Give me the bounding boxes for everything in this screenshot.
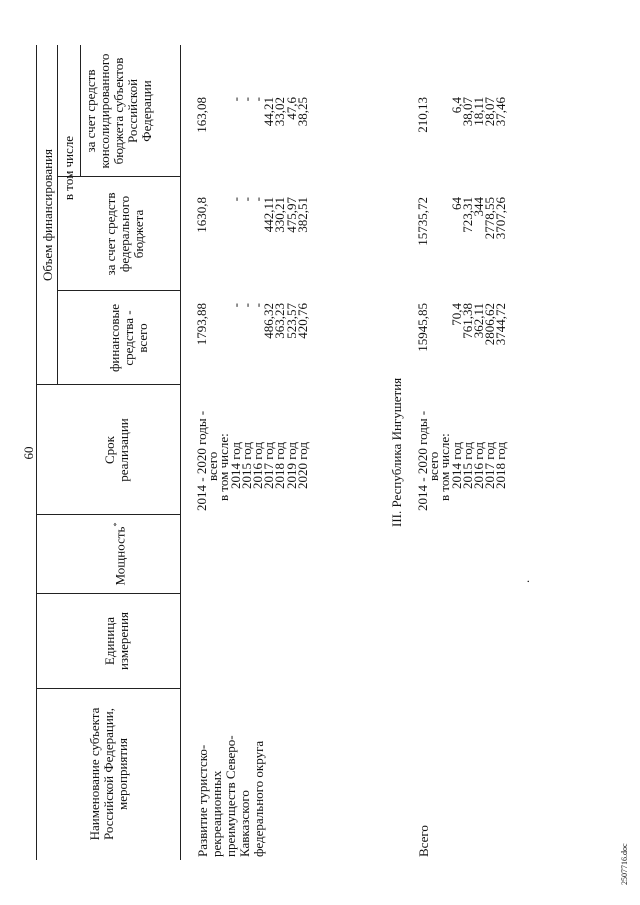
- block1-federal-cell: 382,51: [294, 197, 310, 233]
- block1-term-cell: в том числе:: [216, 433, 232, 501]
- col-divider-5: [57, 290, 180, 291]
- block1-total-cell: 523,57: [283, 303, 299, 339]
- block1-term-cell: 2019 год: [283, 442, 299, 489]
- col-divider-2: [36, 593, 180, 594]
- block1-regional-cell: -: [250, 97, 265, 102]
- block1-regional-cell: -: [238, 97, 254, 102]
- block1-federal-cell: -: [250, 197, 265, 202]
- block1-term-cell: всего: [205, 451, 221, 481]
- block2-total-cell: 761,38: [459, 303, 475, 339]
- block2-regional-cell: 210,13: [415, 97, 430, 133]
- block2-regional-cell: 6,4: [448, 97, 464, 114]
- block2-federal-cell: 723,31: [459, 197, 475, 233]
- block2-total-cell: 70,4: [448, 303, 464, 326]
- block1-name: Развитие туристско- рекреационных преимуществ Северо- Кавказского федерального округа: [195, 735, 266, 857]
- header-capacity: Мощность*: [112, 522, 128, 586]
- block1-term-cell: 2014 - 2020 годы -: [194, 410, 209, 511]
- block1-total-cell: 420,76: [294, 303, 310, 339]
- block1-term-cell: 2017 год: [261, 442, 277, 489]
- block1-regional-cell: 33,02: [272, 97, 288, 127]
- block2-total-cell: 15945,85: [415, 303, 430, 352]
- header-name: Наименование субъекта Российской Федерации, мероприятия: [87, 707, 130, 841]
- block2-regional-cell: 18,11: [471, 97, 486, 126]
- block1-total-cell: 486,32: [261, 303, 277, 339]
- block2-regional-cell: 28,07: [482, 97, 498, 127]
- block2-federal-cell: 2778,55: [482, 197, 498, 240]
- block1-total-cell: -: [227, 303, 243, 308]
- capacity-footnote-mark: *: [112, 522, 121, 527]
- block2-regional-cell: 38,07: [459, 97, 475, 127]
- header-total: финансовые средства - всего: [107, 304, 150, 372]
- block2-name: Всего: [416, 825, 431, 857]
- funding-subheader-line: [57, 45, 58, 385]
- block1-regional-cell: -: [227, 97, 243, 102]
- block2-total-cell: 2806,62: [482, 303, 498, 346]
- block2-term-cell: 2017 год: [482, 442, 498, 489]
- header-term: Срок реализации: [102, 418, 131, 482]
- section-title: III. Республика Ингушетия: [389, 377, 404, 527]
- block1-regional-cell: 44,21: [261, 97, 277, 127]
- footer-code: 2507716.doc: [620, 843, 629, 885]
- block2-term-cell: 2014 год: [448, 442, 464, 489]
- block1-federal-cell: -: [238, 197, 254, 202]
- block2-term-cell: 2018 год: [493, 442, 509, 489]
- block2-federal-cell: 3707,26: [493, 197, 509, 240]
- block1-federal-cell: -: [227, 197, 243, 202]
- block1-term-cell: 2016 год: [250, 442, 265, 489]
- block1-regional-cell: 38,25: [294, 97, 310, 127]
- block1-term-cell: 2020 год: [294, 442, 310, 489]
- including-subheader-line: [80, 45, 81, 177]
- block2-term-cell: всего: [426, 451, 442, 481]
- block2-regional-cell: 37,46: [493, 97, 509, 127]
- block1-federal-cell: 1630,8: [194, 197, 209, 233]
- block2-federal-cell: 64: [448, 197, 464, 210]
- header-funding-volume: Объем финансирования: [40, 148, 55, 282]
- block2-term-cell: 2016 год: [471, 442, 486, 489]
- col-divider-3: [36, 514, 180, 515]
- block1-total-cell: -: [238, 303, 254, 308]
- block1-total-cell: 1793,88: [194, 303, 209, 346]
- header-regional: за счет средств консолидированного бюджета субъектов Российской Федерации: [83, 53, 154, 169]
- block1-total-cell: -: [250, 303, 265, 308]
- header-bottom-line: [180, 45, 181, 860]
- header-unit: Единица измерения: [102, 611, 131, 671]
- block1-term-cell: 2018 год: [272, 442, 288, 489]
- block2-federal-cell: 344: [471, 197, 486, 217]
- block2-term-cell: 2015 год: [459, 442, 475, 489]
- block1-term-cell: 2015 год: [238, 442, 254, 489]
- header-federal: за счет средств федерального бюджета: [103, 192, 146, 276]
- block1-federal-cell: 442,11: [261, 197, 277, 233]
- header-including: в том числе: [61, 135, 76, 201]
- block1-federal-cell: 475,97: [283, 197, 299, 233]
- block2-total-cell: 362,11: [471, 303, 486, 339]
- block1-regional-cell: 163,08: [194, 97, 209, 133]
- block2-total-cell: 3744,72: [493, 303, 509, 346]
- block1-total-cell: 363,23: [272, 303, 288, 339]
- table-top-line: [36, 45, 37, 860]
- block2-term-cell: в том числе:: [437, 433, 453, 501]
- stray-dot: .: [517, 579, 532, 583]
- block1-term-cell: 2014 год: [227, 442, 243, 489]
- block2-term-cell: 2014 - 2020 годы -: [415, 410, 430, 511]
- block2-federal-cell: 15735,72: [415, 197, 430, 246]
- col-divider-4: [36, 384, 180, 385]
- col-divider-1: [36, 688, 180, 689]
- page-number: 60: [21, 446, 36, 460]
- block1-federal-cell: 330,21: [272, 197, 288, 233]
- block1-regional-cell: 47,6: [283, 97, 299, 120]
